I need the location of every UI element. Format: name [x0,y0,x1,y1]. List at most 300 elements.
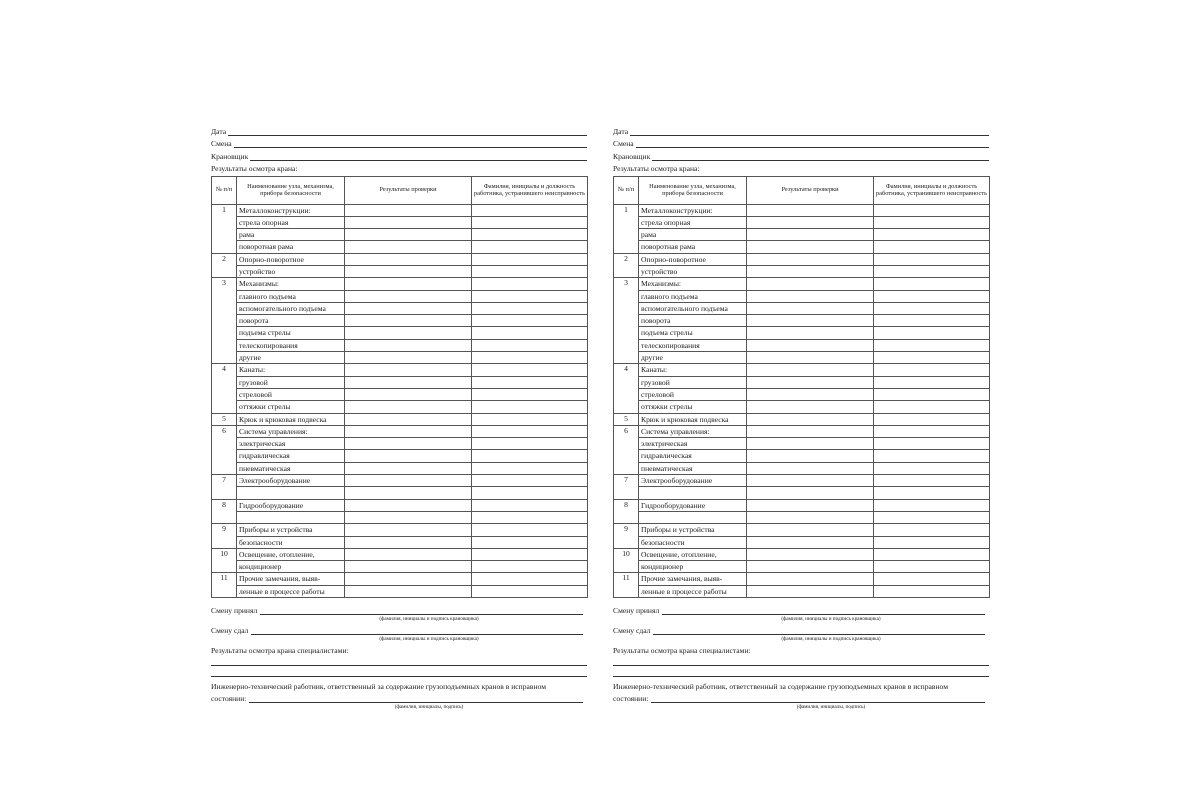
shift-handed-caption: (фамилия, инициалы и подпись крановщика) [781,636,881,642]
row-item-name: Канаты: [237,364,345,376]
row-item-name [237,511,345,523]
operator-line[interactable] [211,148,587,161]
row-person-cell[interactable] [874,376,990,388]
row-item-name: оттяжки стрелы [639,401,747,413]
row-number: 6 [614,425,639,437]
row-result-cell[interactable] [345,450,472,462]
row-number [212,290,237,302]
row-item-name: пневматическая [639,462,747,474]
row-result-cell[interactable] [345,561,472,573]
table-row [614,499,990,511]
row-person-cell[interactable] [874,388,990,400]
shift-handed-line[interactable] [613,624,989,635]
row-person-cell[interactable] [472,438,588,450]
row-result-cell[interactable] [747,413,874,425]
row-person-cell[interactable] [874,278,990,290]
row-item-name: Крюк и крюковая подвеска [639,413,747,425]
state-field[interactable] [249,694,583,703]
row-person-cell[interactable] [472,462,588,474]
row-person-cell[interactable] [472,536,588,548]
table-row [614,352,990,364]
row-item-name: вспомогательного подъема [237,302,345,314]
row-item-name: Канаты: [639,364,747,376]
row-item-name: стреловой [639,388,747,400]
row-result-cell[interactable] [747,462,874,474]
row-number [614,388,639,400]
row-item-name: Освещение, отопление, [237,548,345,560]
table-row [614,548,990,560]
row-person-cell[interactable] [874,548,990,560]
row-item-name: ленные в процессе работы [237,585,345,597]
table-body [212,204,588,598]
row-item-name: грузовой [639,376,747,388]
row-person-cell[interactable] [874,536,990,548]
row-item-name: Механизмы: [237,278,345,290]
row-person-cell[interactable] [472,388,588,400]
row-person-cell[interactable] [874,450,990,462]
shift-handed-field[interactable] [251,626,583,635]
row-item-name: Гидрооборудование [237,499,345,511]
engineer-text: Инженерно-технический работник, ответственный за содержание грузоподъемных кранов в исправном [211,681,547,691]
row-result-cell[interactable] [345,499,472,511]
table-row [614,229,990,241]
row-item-name: гидравлическая [237,450,345,462]
state-label: состоянии: [211,694,247,703]
row-number [614,511,639,523]
row-result-cell[interactable] [345,229,472,241]
row-person-cell[interactable] [472,585,588,597]
row-number [212,327,237,339]
row-result-cell[interactable] [345,573,472,585]
row-person-cell[interactable] [874,229,990,241]
row-result-cell[interactable] [345,401,472,413]
row-result-cell[interactable] [747,216,874,228]
row-result-cell[interactable] [345,315,472,327]
row-item-name: гидравлическая [639,450,747,462]
table-row [614,388,990,400]
row-number [212,450,237,462]
row-item-name: телескопирования [237,339,345,351]
table-row [614,573,990,585]
row-item-name: устройство [237,265,345,277]
row-result-cell[interactable] [345,511,472,523]
table-row [212,573,588,585]
row-number [614,401,639,413]
row-result-cell[interactable] [747,376,874,388]
row-result-cell[interactable] [345,241,472,253]
row-item-name: Приборы и устройства [237,524,345,536]
row-result-cell[interactable] [345,475,472,487]
date-line[interactable] [613,123,989,136]
row-result-cell[interactable] [747,278,874,290]
row-result-cell[interactable] [747,401,874,413]
row-result-cell[interactable] [747,524,874,536]
row-number [212,216,237,228]
row-result-cell[interactable] [345,388,472,400]
col-result-header: Результаты проверки [747,176,874,204]
row-person-cell[interactable] [874,585,990,597]
table-row [614,265,990,277]
row-person-cell[interactable] [874,511,990,523]
row-person-cell[interactable] [874,204,990,216]
row-result-cell[interactable] [747,253,874,265]
row-person-cell[interactable] [472,376,588,388]
row-result-cell[interactable] [345,364,472,376]
row-person-cell[interactable] [874,253,990,265]
row-number [614,327,639,339]
row-person-cell[interactable] [874,315,990,327]
row-item-name [639,511,747,523]
row-number: 5 [212,413,237,425]
col-person-header: Фамилия, инициалы и должность работника, устранившего неисправность [472,176,588,204]
row-person-cell[interactable] [874,524,990,536]
row-person-cell[interactable] [472,290,588,302]
shift-field[interactable] [636,139,989,148]
inspection-table [613,176,990,599]
row-item-name: главного подъема [639,290,747,302]
date-field[interactable] [228,127,587,136]
row-item-name: главного подъема [237,290,345,302]
table-row [212,536,588,548]
row-number: 4 [614,364,639,376]
table-row [212,364,588,376]
col-result-header: Результаты проверки [345,176,472,204]
table-row [212,425,588,437]
row-number [614,216,639,228]
col-num-header: № п/п [614,176,639,204]
shift-handed-line[interactable] [211,624,587,635]
row-person-cell[interactable] [472,265,588,277]
row-number [614,438,639,450]
row-person-cell[interactable] [472,499,588,511]
row-result-cell[interactable] [747,511,874,523]
row-person-cell[interactable] [874,364,990,376]
row-item-name: рама [237,229,345,241]
row-item-name: вспомогательного подъема [639,302,747,314]
row-number [614,462,639,474]
state-line[interactable] [211,692,587,703]
row-person-cell[interactable] [472,548,588,560]
row-result-cell[interactable] [747,536,874,548]
row-result-cell[interactable] [345,487,472,499]
row-person-cell[interactable] [472,302,588,314]
row-number [614,339,639,351]
row-number: 9 [212,524,237,536]
operator-label: Крановщик [613,151,651,161]
row-result-cell[interactable] [747,265,874,277]
row-person-cell[interactable] [472,327,588,339]
row-person-cell[interactable] [874,290,990,302]
table-row [212,548,588,560]
row-result-cell[interactable] [345,413,472,425]
table-row [614,290,990,302]
row-person-cell[interactable] [874,352,990,364]
row-number [212,352,237,364]
table-row [614,204,990,216]
row-person-cell[interactable] [874,265,990,277]
inspection-table [211,176,588,599]
row-number [614,561,639,573]
row-person-cell[interactable] [472,216,588,228]
table-row [212,462,588,474]
date-line[interactable] [211,123,587,136]
table-row [614,216,990,228]
table-row [614,425,990,437]
row-result-cell[interactable] [345,548,472,560]
inspection-form-left [211,123,587,712]
row-item-name: Прочие замечания, выяв- [639,573,747,585]
shift-accepted-line[interactable] [211,604,587,615]
specialists-line-1[interactable] [613,655,989,666]
row-item-name: поворота [639,315,747,327]
table-row [614,561,990,573]
row-person-cell[interactable] [472,511,588,523]
table-row [614,450,990,462]
row-result-cell[interactable] [345,204,472,216]
row-person-cell[interactable] [472,413,588,425]
row-result-cell[interactable] [345,327,472,339]
row-number [614,487,639,499]
row-person-cell[interactable] [472,278,588,290]
table-row [614,487,990,499]
results-title: Результаты осмотра крана: [211,163,298,173]
row-item-name: другие [639,352,747,364]
row-result-cell[interactable] [747,339,874,351]
row-result-cell[interactable] [747,561,874,573]
row-person-cell[interactable] [472,204,588,216]
table-row [614,524,990,536]
row-item-name: безопасности [237,536,345,548]
row-number [614,315,639,327]
table-row [614,401,990,413]
row-number: 2 [212,253,237,265]
state-field[interactable] [651,694,985,703]
row-number: 11 [614,573,639,585]
table-row [212,438,588,450]
operator-line[interactable] [613,148,989,161]
row-person-cell[interactable] [472,475,588,487]
row-number [212,401,237,413]
row-result-cell[interactable] [747,450,874,462]
row-item-name: грузовой [237,376,345,388]
row-item-name: Опорно-поворотное [639,253,747,265]
table-row [614,585,990,597]
table-row [212,401,588,413]
date-field[interactable] [630,127,989,136]
inspection-form-right [613,123,989,712]
row-person-cell[interactable] [874,302,990,314]
row-result-cell[interactable] [747,352,874,364]
row-number [614,585,639,597]
row-person-cell[interactable] [472,401,588,413]
row-item-name [639,487,747,499]
row-result-cell[interactable] [747,438,874,450]
row-number: 6 [212,425,237,437]
row-person-cell[interactable] [874,241,990,253]
row-item-name: Крюк и крюковая подвеска [237,413,345,425]
row-person-cell[interactable] [472,524,588,536]
row-result-cell[interactable] [747,573,874,585]
row-number [614,376,639,388]
row-result-cell[interactable] [345,352,472,364]
row-person-cell[interactable] [472,364,588,376]
shift-handed-field[interactable] [653,626,985,635]
table-row [614,327,990,339]
row-result-cell[interactable] [345,290,472,302]
row-person-cell[interactable] [874,216,990,228]
row-result-cell[interactable] [345,216,472,228]
table-row [614,302,990,314]
row-item-name: безопасности [639,536,747,548]
row-person-cell[interactable] [874,401,990,413]
specialists-line-2[interactable] [211,666,587,677]
row-result-cell[interactable] [747,327,874,339]
row-person-cell[interactable] [874,561,990,573]
row-person-cell[interactable] [472,425,588,437]
row-person-cell[interactable] [472,561,588,573]
row-result-cell[interactable] [345,376,472,388]
row-result-cell[interactable] [747,475,874,487]
row-person-cell[interactable] [874,425,990,437]
specialists-line-2[interactable] [613,666,989,677]
shift-accepted-label: Смену принял [211,606,258,616]
row-result-cell[interactable] [747,364,874,376]
row-item-name: пневматическая [237,462,345,474]
row-number: 1 [614,204,639,216]
row-item-name: подъема стрелы [237,327,345,339]
specialists-label: Результаты осмотра крана специалистами: [613,646,751,655]
table-row [212,511,588,523]
shift-accepted-field[interactable] [260,606,583,615]
row-result-cell[interactable] [345,253,472,265]
table-row [212,585,588,597]
row-item-name: Механизмы: [639,278,747,290]
row-number [212,315,237,327]
row-result-cell[interactable] [747,585,874,597]
row-number [212,536,237,548]
table-row [614,438,990,450]
table-row [212,241,588,253]
row-person-cell[interactable] [472,315,588,327]
row-result-cell[interactable] [747,302,874,314]
row-item-name: Прочие замечания, выяв- [237,573,345,585]
state-line[interactable] [613,692,989,703]
row-result-cell[interactable] [345,265,472,277]
row-result-cell[interactable] [345,425,472,437]
row-result-cell[interactable] [345,302,472,314]
row-number: 2 [614,253,639,265]
row-result-cell[interactable] [747,499,874,511]
row-person-cell[interactable] [874,413,990,425]
shift-accepted-caption: (фамилия, инициалы и подпись крановщика) [379,616,479,622]
row-person-cell[interactable] [472,241,588,253]
row-result-cell[interactable] [345,278,472,290]
row-person-cell[interactable] [874,475,990,487]
shift-field[interactable] [234,139,587,148]
row-person-cell[interactable] [874,499,990,511]
row-item-name: поворота [237,315,345,327]
row-person-cell[interactable] [472,487,588,499]
table-row [614,511,990,523]
specialists-line-1[interactable] [211,655,587,666]
row-person-cell[interactable] [472,352,588,364]
row-result-cell[interactable] [345,438,472,450]
row-result-cell[interactable] [747,425,874,437]
row-result-cell[interactable] [747,315,874,327]
table-row [212,229,588,241]
row-result-cell[interactable] [747,229,874,241]
row-number [212,438,237,450]
row-number: 3 [212,278,237,290]
row-person-cell[interactable] [472,229,588,241]
row-number [212,339,237,351]
row-item-name: кондиционер [639,561,747,573]
shift-accepted-caption: (фамилия, инициалы и подпись крановщика) [781,616,881,622]
row-result-cell[interactable] [345,339,472,351]
table-row [212,499,588,511]
table-row [614,462,990,474]
row-person-cell[interactable] [472,253,588,265]
row-result-cell[interactable] [747,204,874,216]
table-row [212,302,588,314]
operator-field[interactable] [652,152,989,161]
row-person-cell[interactable] [472,339,588,351]
shift-accepted-field[interactable] [662,606,985,615]
row-result-cell[interactable] [747,290,874,302]
table-row [212,388,588,400]
shift-line[interactable] [613,136,989,149]
row-result-cell[interactable] [345,524,472,536]
row-item-name: стрела опорная [237,216,345,228]
shift-line[interactable] [211,136,587,149]
row-number: 11 [212,573,237,585]
row-result-cell[interactable] [345,462,472,474]
row-result-cell[interactable] [345,536,472,548]
table-row [212,339,588,351]
row-number [212,388,237,400]
shift-accepted-line[interactable] [613,604,989,615]
engineer-text: Инженерно-технический работник, ответственный за содержание грузоподъемных кранов в исправном [613,681,949,691]
row-person-cell[interactable] [874,327,990,339]
row-number [614,352,639,364]
table-row [212,204,588,216]
row-person-cell[interactable] [874,462,990,474]
row-number [614,265,639,277]
row-item-name: подъема стрелы [639,327,747,339]
row-person-cell[interactable] [472,573,588,585]
row-result-cell[interactable] [747,487,874,499]
table-row [212,327,588,339]
table-row [614,339,990,351]
row-person-cell[interactable] [874,573,990,585]
row-result-cell[interactable] [747,548,874,560]
row-item-name: устройство [639,265,747,277]
row-item-name: стреловой [237,388,345,400]
row-person-cell[interactable] [874,438,990,450]
row-person-cell[interactable] [874,487,990,499]
row-person-cell[interactable] [472,450,588,462]
operator-field[interactable] [250,152,587,161]
row-number [212,376,237,388]
row-result-cell[interactable] [345,585,472,597]
row-item-name: Опорно-поворотное [237,253,345,265]
row-number [614,536,639,548]
row-result-cell[interactable] [747,241,874,253]
row-result-cell[interactable] [747,388,874,400]
row-item-name: Гидрооборудование [639,499,747,511]
row-item-name: поворотная рама [639,241,747,253]
row-person-cell[interactable] [874,339,990,351]
